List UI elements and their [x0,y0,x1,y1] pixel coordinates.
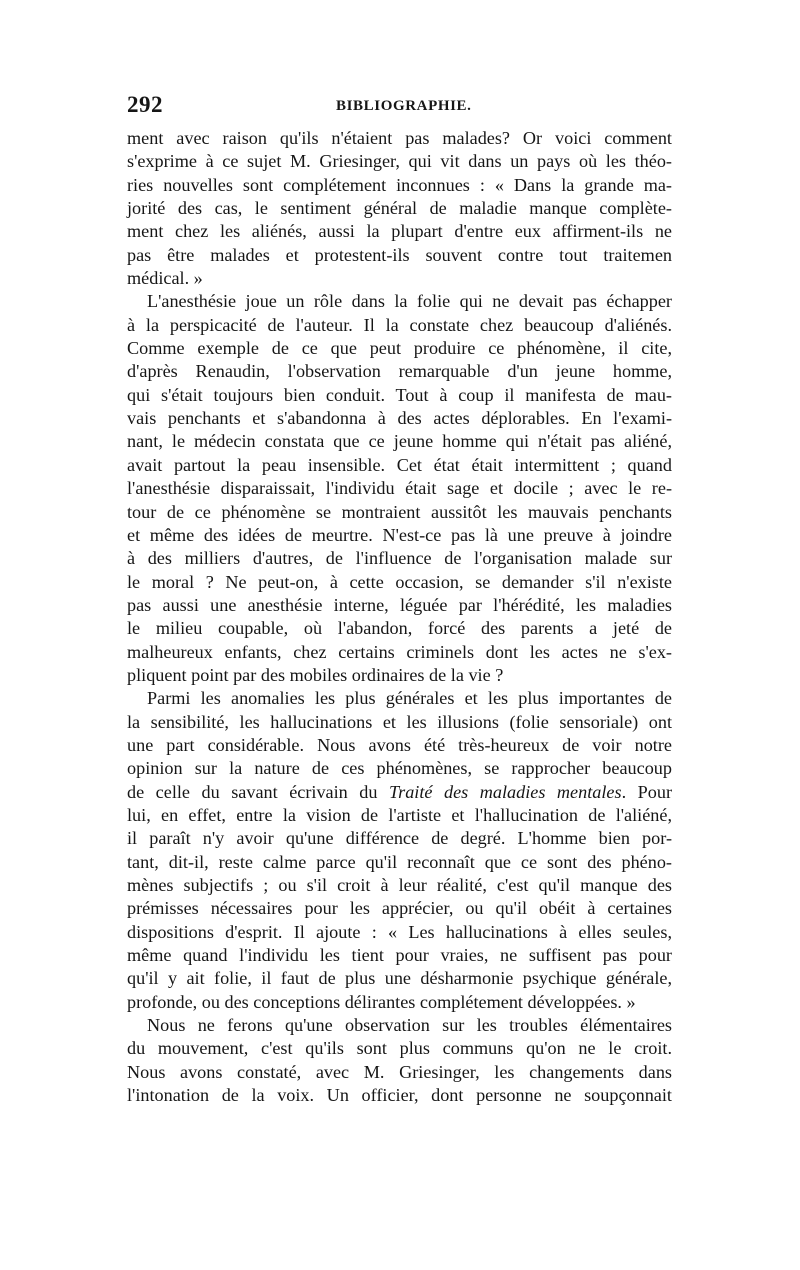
text-line: il paraît n'y avoir qu'une différence de degré. L'homme bien por- [127,828,672,849]
paragraph-start: Nous ne ferons qu'une observation sur les troubles élémentaires [147,1015,672,1036]
text-line: ment chez les aliénés, aussi la plupart d'entre eux affirment-ils ne [127,221,672,242]
body-text [127,127,672,1107]
text-line: même quand l'individu les tient pour vraies, ne suffisent pas pour [127,945,672,966]
text-line: malheureux enfants, chez certains criminels dont les actes ne s'ex- [127,641,672,662]
text-line: du mouvement, c'est qu'ils sont plus communs qu'on ne le croit. [127,1038,672,1059]
text-line: profonde, ou des conceptions délirantes complétement développées. » [127,991,636,1012]
text-line: jorité des cas, le sentiment général de maladie manque complète- [127,198,672,219]
text-line: le moral ? Ne peut-on, à cette occasion, se demander s'il n'existe [127,571,672,592]
text-line: à la perspicacité de l'auteur. Il la constate chez beaucoup d'aliénés. [127,314,672,335]
text-line: Comme exemple de ce que peut produire ce phénomène, il cite, [127,338,672,359]
text-line: Nous avons constaté, avec M. Griesinger, les changements dans [127,1061,672,1082]
text-line: dispositions d'esprit. Il ajoute : « Les hallucinations à elles seules, [127,921,672,942]
text-line: la sensibilité, les hallucinations et les illusions (folie sensoriale) ont [127,711,672,732]
text-line [127,781,672,804]
text-line: l'anesthésie disparaissait, l'individu était sage et docile ; avec le re- [127,478,672,499]
text-segment: de celle du savant écrivain du [127,781,389,802]
text-line: opinion sur la nature de ces phénomènes, se rapprocher beaucoup [127,758,672,779]
text-segment: . Pour [621,781,672,802]
text-line: mènes subjectifs ; ou s'il croit à leur réalité, c'est qu'il manque des [127,875,672,895]
text-line: prémisses nécessaires pour les apprécier, ou qu'il obéit à certaines [127,898,672,919]
text-line: tant, dit-il, reste calme parce qu'il reconnaît que ce sont des phéno- [127,851,672,872]
text-line: lui, en effet, entre la vision de l'artiste et l'hallucination de l'aliéné, [127,804,672,825]
paragraph-start: Parmi les anomalies les plus générales et les plus importantes de [147,688,672,709]
text-line: médical. » [127,268,203,289]
text-line: d'après Renaudin, l'observation remarquable d'un jeune homme, [127,361,672,382]
text-line: qu'il y ait folie, il faut de plus une désharmonie psychique générale, [127,968,672,989]
text-line: pliquent point par des mobiles ordinaires de la vie ? [127,664,504,685]
text-line: le milieu coupable, où l'abandon, forcé des parents a jeté de [127,618,672,639]
text-line: ment avec raison qu'ils n'étaient pas malades? Or voici comment [127,128,672,148]
text-line: nant, le médecin constata que ce jeune homme qui n'était pas aliéné, [127,431,672,452]
text-line: s'exprime à ce sujet M. Griesinger, qui vit dans un pays où les théo- [127,151,672,172]
running-title: BIBLIOGRAPHIE. [336,98,472,114]
text-line: pas aussi une anesthésie interne, léguée par l'hérédité, les maladies [127,594,672,615]
book-title-italic: Traité des maladies mentales [389,781,622,802]
text-line: qui s'était toujours bien conduit. Tout à coup il manifesta de mau- [127,384,672,405]
text-line: tour de ce phénomène se montraient aussitôt les mauvais penchants [127,501,672,522]
text-line: une part considérable. Nous avons été très-heureux de voir notre [127,734,672,755]
page-number: 292 [127,92,163,117]
text-line: pas être malades et protestent-ils souvent contre tout traitemen [127,244,672,265]
text-line: vais penchants et s'abandonna à des actes déplorables. En l'exami- [127,408,672,429]
page-header [127,92,672,122]
text-line: et même des idées de meurtre. N'est-ce pas là une preuve à joindre [127,524,672,545]
text-line: ries nouvelles sont complétement inconnues : « Dans la grande ma- [127,174,672,195]
text-line: à des milliers d'autres, de l'influence de l'organisation malade sur [127,548,672,569]
text-line: l'intonation de la voix. Un officier, dont personne ne soupçonnait [127,1085,672,1106]
paragraph-start: L'anesthésie joue un rôle dans la folie qui ne devait pas échapper [147,291,672,312]
text-line: avait partout la peau insensible. Cet état était intermittent ; quand [127,454,672,475]
